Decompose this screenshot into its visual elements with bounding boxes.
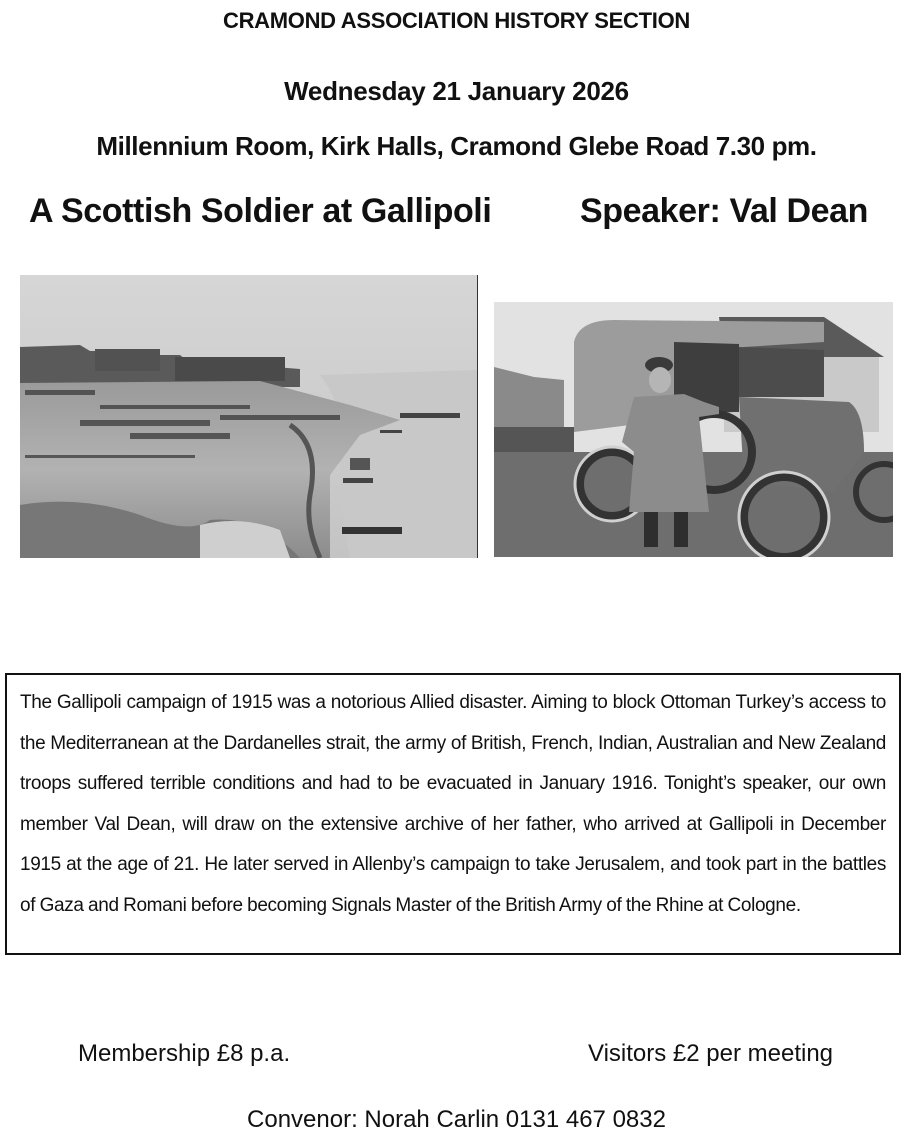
visitor-fee: Visitors £2 per meeting	[588, 1040, 834, 1067]
organisation-heading: CRAMOND ASSOCIATION HISTORY SECTION	[222, 8, 690, 33]
event-venue: Millennium Room, Kirk Halls, Cramond Glebe Road 7.30 pm.	[96, 131, 817, 161]
description-box	[5, 673, 901, 955]
talk-speaker: Speaker: Val Dean	[580, 192, 869, 230]
membership-fee: Membership £8 p.a.	[78, 1040, 291, 1067]
convenor-contact: Convenor: Norah Carlin 0131 467 0832	[247, 1106, 666, 1133]
gallipoli-beach-photo	[20, 275, 478, 558]
soldier-with-truck-photo	[494, 302, 893, 557]
talk-title: A Scottish Soldier at Gallipoli	[29, 192, 492, 230]
event-date: Wednesday 21 January 2026	[284, 76, 629, 106]
description-text: The Gallipoli campaign of 1915 was a notorious Allied disaster. Aiming to block Ottoman Turkey’s access to the Mediterranean at the Dardanelles strait, the army of British, French, Indian, Australian and New Zealand troops suffered terrible conditions and had to be evacuated in January 1916. Tonight’s speaker, our own member Val Dean, will draw on the extensive archive of her father, who arrived at Gallipoli in December 1915 at the age of 21. He later served in Allenby’s campaign to take Jerusalem, and took part in the battles of Gaza and Romani before becoming Signals Master of the British Army of the Rhine at Cologne.	[20, 692, 886, 916]
